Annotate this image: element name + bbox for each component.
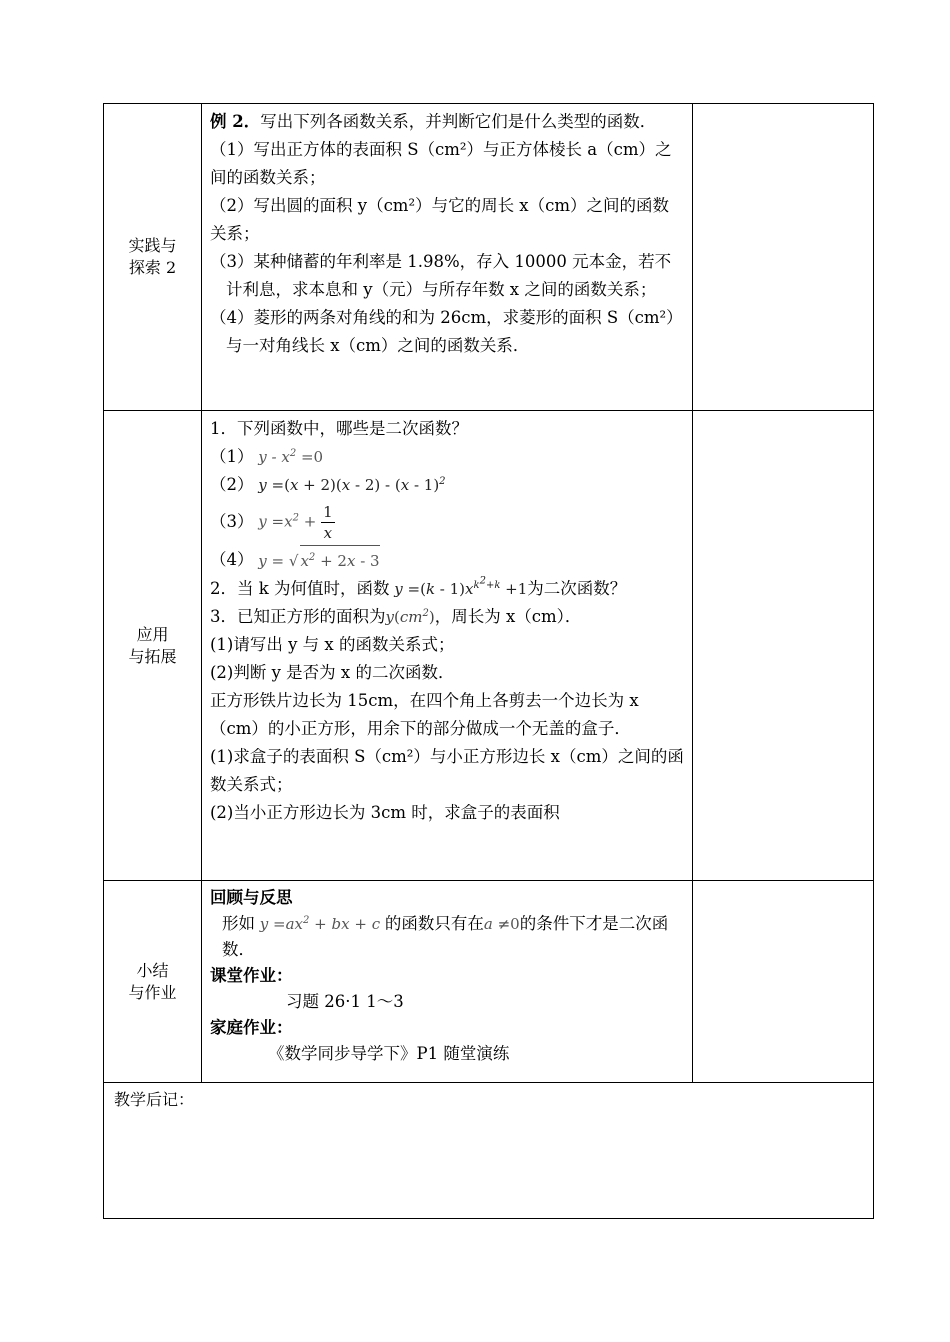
notes-cell <box>693 411 874 881</box>
teaching-notes-label: 教学后记： <box>114 1090 195 1109</box>
list-item: （3）某种储蓄的年利率是 1.98%，存入 10000 元本金，若不计利息，求本息和 y（元）与所存年数 x 之间的函数关系； <box>210 252 672 299</box>
equation: a ≠0 <box>483 915 520 933</box>
example-heading <box>210 108 684 136</box>
question-text <box>210 575 684 603</box>
section-label-line: 探索 2 <box>128 258 177 277</box>
review-text-part: 形如 <box>222 914 255 933</box>
section-label-line: 实践与 <box>128 236 177 255</box>
review-text <box>210 911 684 963</box>
list-item: （1）写出正方体的表面积 S（cm²）与正方体棱长 a（cm）之间的函数关系； <box>210 140 672 187</box>
section-label-line: 与拓展 <box>128 646 177 666</box>
question-text-part: 3．已知正方形的面积为 <box>210 607 386 626</box>
section-content <box>202 881 693 1083</box>
equation: $y =ax^2$ + bx + c <box>255 915 385 933</box>
section-label-line: 应用 <box>136 624 169 644</box>
section-content <box>202 104 693 411</box>
item-number: （2） <box>210 475 254 494</box>
item-number: （1） <box>210 447 254 466</box>
review-text-part: 的函数只有在 <box>384 914 484 933</box>
question-text: 正方形铁片边长为 15cm，在四个角上各剪去一个边长为 x（cm）的小正方形，用余下的部分做成一个无盖的盒子． <box>210 691 639 738</box>
question-text-part: 2．当 k 为何值时，函数 <box>210 579 390 598</box>
section-content <box>202 411 693 881</box>
home-homework: 《数学同步导学下》P1 随堂演练 <box>268 1044 510 1063</box>
class-homework-title: 课堂作业： <box>210 966 293 985</box>
sub-question: (2)当小正方形边长为 3cm 时，求盒子的表面积 <box>210 803 560 822</box>
table-row <box>104 1083 874 1219</box>
home-homework-title: 家庭作业： <box>210 1018 293 1037</box>
sub-question: (1)求盒子的表面积 S（cm²）与小正方形边长 x（cm）之间的函数关系式； <box>210 747 684 794</box>
question-text: 1．下列函数中，哪些是二次函数？ <box>210 419 468 438</box>
equation: $y =(k - 1)x^{k^2+k} +1$ <box>389 575 528 598</box>
example-title: 例 2． <box>210 112 261 131</box>
notes-cell <box>693 881 874 1083</box>
question-text-part: 为二次函数？ <box>527 579 627 598</box>
list-item: （4）菱形的两条对角线的和为 26cm，求菱形的面积 S（cm²）与一对角线长 x（cm）之间的函数关系． <box>210 308 683 355</box>
review-title: 回顾与反思 <box>210 888 293 907</box>
item-number: （4） <box>210 550 254 569</box>
class-homework: 习题 26·1 1～3 <box>286 992 404 1011</box>
list-item <box>210 499 684 545</box>
sub-question: (1)请写出 y 与 x 的函数关系式； <box>210 635 455 654</box>
list-item <box>210 471 684 499</box>
table-row <box>104 411 874 881</box>
sub-question: (2)判断 y 是否为 x 的二次函数． <box>210 663 455 682</box>
teaching-notes-cell <box>104 1083 874 1219</box>
equation: $y(cm^2)$ <box>385 608 435 626</box>
list-item: （2）写出圆的面积 y（cm²）与它的周长 x（cm）之间的函数关系； <box>210 196 670 243</box>
list-item <box>210 443 684 471</box>
table-row <box>104 104 874 411</box>
question-text-part: ，周长为 x（cm）． <box>434 607 582 626</box>
equation: y =(x + 2)(x - 2) - (x - 1)$^2$ <box>253 476 446 494</box>
question-text <box>210 603 684 631</box>
section-label-line: 与作业 <box>128 982 177 1002</box>
table-row <box>104 881 874 1083</box>
equation: $y =x^2$ + $\frac{1}{x}$ <box>253 502 333 542</box>
equation: $y - x^2 =0$ <box>253 448 324 466</box>
section-label <box>104 411 202 881</box>
section-label-line: 小结 <box>136 960 169 980</box>
item-number: （3） <box>210 512 254 531</box>
example-text: 写出下列各函数关系，并判断它们是什么类型的函数． <box>260 112 657 131</box>
review-text-part: 的条件下才是二次函数． <box>222 914 669 959</box>
notes-cell <box>693 104 874 411</box>
lesson-plan-table <box>103 103 874 1219</box>
section-label <box>104 881 202 1083</box>
equation: y = √ $x^2 + 2x - 3$ <box>254 545 380 575</box>
list-item <box>210 545 684 575</box>
section-label <box>104 104 202 411</box>
